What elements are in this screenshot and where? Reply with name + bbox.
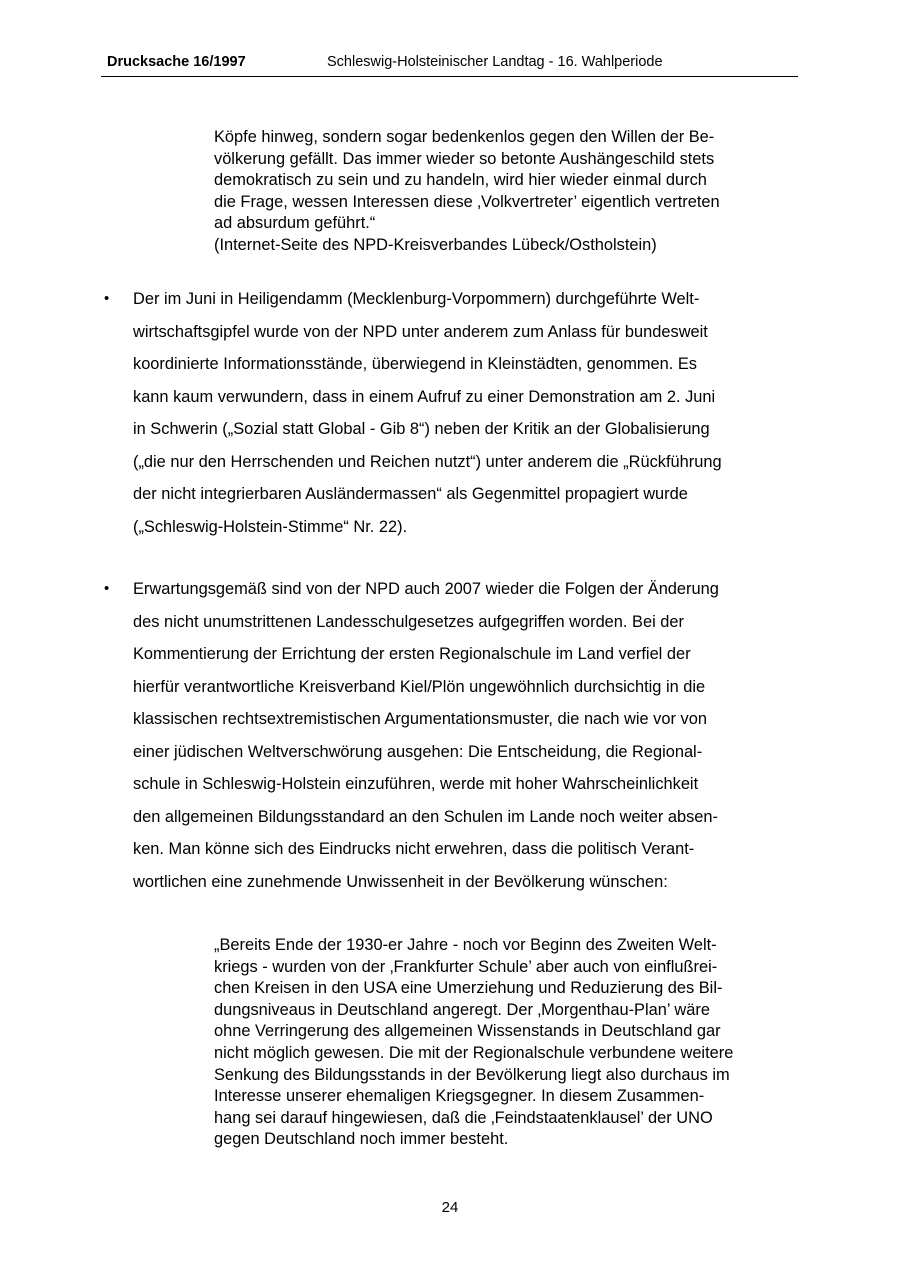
paragraph-line: („die nur den Herrschenden und Reichen nutzt“) unter anderem die „Rückführung bbox=[133, 452, 722, 471]
paragraph-line: schule in Schleswig-Holstein einzuführen, werde mit hoher Wahrscheinlichkeit bbox=[133, 775, 699, 793]
quote-line: chen Kreisen in den USA eine Umerziehung und Reduzierung des Bil- bbox=[214, 979, 723, 998]
quote-line: hang sei darauf hingewiesen, daß die ‚Feindstaatenklausel’ der UNO bbox=[214, 1108, 713, 1127]
bullet-text bbox=[133, 283, 798, 543]
paragraph-line: koordinierte Informationsstände, überwiegend in Kleinstädten, genommen. Es bbox=[133, 355, 697, 373]
quote-line: demokratisch zu sein und zu handeln, wird hier wieder einmal durch bbox=[214, 171, 707, 190]
paragraph-line: („Schleswig-Holstein-Stimme“ Nr. 22). bbox=[133, 517, 408, 536]
paragraph-line: kann kaum verwundern, dass in einem Aufruf zu einer Demonstration am 2. Juni bbox=[133, 387, 716, 406]
paragraph-line: hierfür verantwortliche Kreisverband Kiel/Plön ungewöhnlich durchsichtig in die bbox=[133, 677, 706, 696]
quote-line: dungsniveaus in Deutschland angeregt. Der ‚Morgenthau-Plan’ wäre bbox=[214, 1000, 710, 1019]
quote-line: die Frage, wessen Interessen diese ‚Volkvertreter’ eigentlich vertreten bbox=[214, 192, 720, 211]
paragraph-line: des nicht unumstrittenen Landesschulgesetzes aufgegriffen worden. Bei der bbox=[133, 612, 684, 631]
paragraph-line: klassischen rechtsextremistischen Argumentationsmuster, die nach wie vor von bbox=[133, 710, 707, 728]
paragraph-line: Erwartungsgemäß sind von der NPD auch 2007 wieder die Folgen der Änderung bbox=[133, 580, 719, 598]
page-header bbox=[101, 52, 798, 77]
quote-line: ad absurdum geführt.“ bbox=[214, 214, 376, 233]
bullet-marker: • bbox=[104, 580, 110, 597]
document-title: Schleswig-Holsteinischer Landtag - 16. Wahlperiode bbox=[327, 54, 663, 70]
quote-block-1 bbox=[214, 127, 789, 257]
quote-line: kriegs - wurden von der ‚Frankfurter Schule’ aber auch von einflußrei- bbox=[214, 957, 718, 976]
quote-line: Senkung des Bildungsstands in der Bevölkerung liegt also durchaus im bbox=[214, 1065, 730, 1084]
paragraph-line: in Schwerin („Sozial statt Global - Gib 8“) neben der Kritik an der Globalisierung bbox=[133, 420, 710, 438]
paragraph-line: Kommentierung der Errichtung der ersten Regionalschule im Land verfiel der bbox=[133, 645, 691, 663]
quote-line: völkerung gefällt. Das immer wieder so betonte Aushängeschild stets bbox=[214, 149, 715, 168]
bullet-text bbox=[133, 573, 798, 898]
quote-line: „Bereits Ende der 1930-er Jahre - noch vor Beginn des Zweiten Welt- bbox=[214, 936, 717, 954]
page-number: 24 bbox=[441, 1199, 459, 1216]
bullet-marker: • bbox=[104, 290, 110, 307]
quote-line: nicht möglich gewesen. Die mit der Regionalschule verbundene weitere bbox=[214, 1043, 734, 1062]
paragraph-line: wirtschaftsgipfel wurde von der NPD unter anderem zum Anlass für bundesweit bbox=[133, 322, 708, 341]
paragraph-line: der nicht integrierbaren Ausländermassen“ als Gegenmittel propagiert wurde bbox=[133, 485, 688, 503]
quote-line: Köpfe hinweg, sondern sogar bedenkenlos gegen den Willen der Be- bbox=[214, 128, 715, 146]
paragraph-line: den allgemeinen Bildungsstandard an den Schulen im Lande noch weiter absen- bbox=[133, 807, 718, 826]
paragraph-line: ken. Man könne sich des Eindrucks nicht erwehren, dass die politisch Verant- bbox=[133, 840, 695, 858]
paragraph-line: Der im Juni in Heiligendamm (Mecklenburg-Vorpommern) durchgeführte Welt- bbox=[133, 290, 700, 308]
paragraph-line: wortlichen eine zunehmende Unwissenheit in der Bevölkerung wünschen: bbox=[133, 872, 668, 891]
quote-source: (Internet-Seite des NPD-Kreisverbandes Lübeck/Ostholstein) bbox=[214, 235, 657, 254]
quote-line: gegen Deutschland noch immer besteht. bbox=[214, 1130, 509, 1149]
paragraph-line: einer jüdischen Weltverschwörung ausgehen: Die Entscheidung, die Regional- bbox=[133, 742, 703, 761]
quote-line: Interesse unserer ehemaligen Kriegsgegner. In diesem Zusammen- bbox=[214, 1087, 705, 1106]
quote-line: ohne Verringerung des allgemeinen Wissenstands in Deutschland gar bbox=[214, 1022, 721, 1041]
quote-block-2 bbox=[214, 935, 789, 1151]
document-number: Drucksache 16/1997 bbox=[107, 54, 246, 70]
